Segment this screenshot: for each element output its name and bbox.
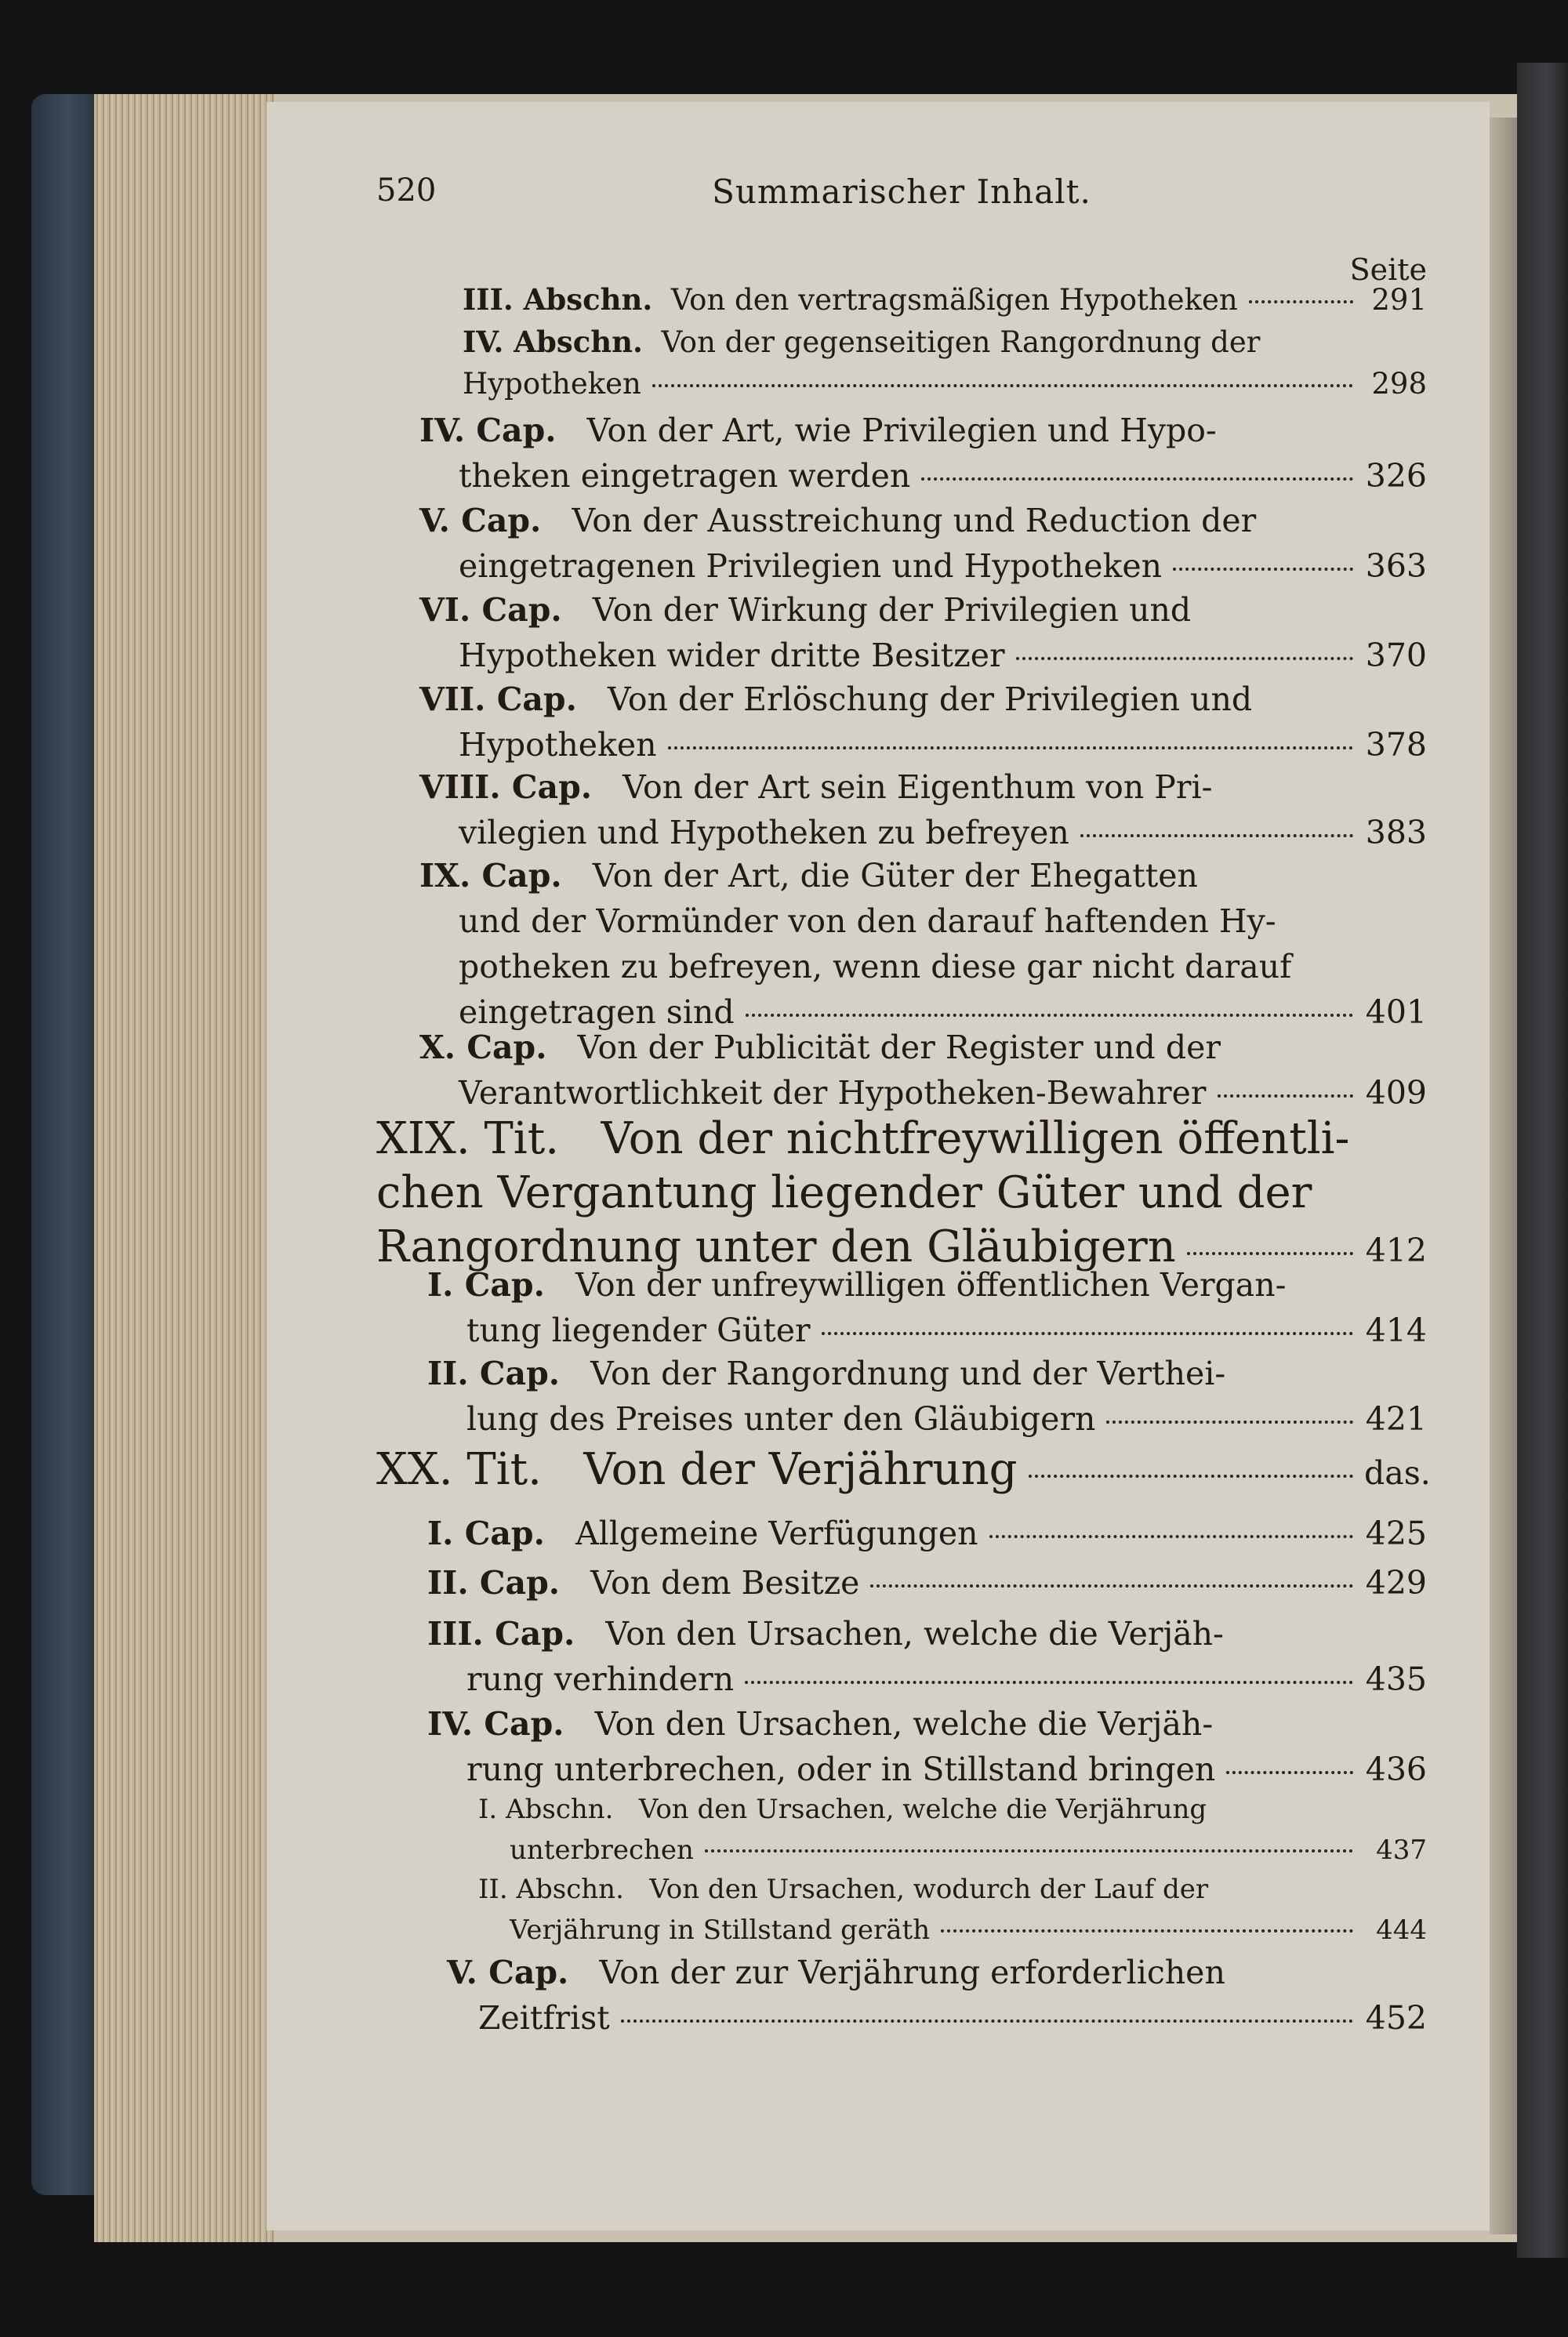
toc-line: Von den Ursachen, welche die Verjäh-: [594, 1705, 1214, 1743]
toc-entry: [376, 680, 1427, 764]
toc-page: 414: [1365, 1312, 1427, 1349]
toc-line: und der Vormünder von den darauf haftenden Hy-: [459, 902, 1276, 940]
toc-page: 429: [1365, 1564, 1427, 1602]
toc-line: Von den vertragsmäßigen Hypotheken: [670, 283, 1238, 317]
toc-entry: [376, 325, 1427, 401]
toc-line: Von der Publicität der Register und der: [577, 1029, 1221, 1066]
toc-label: II. Cap.: [427, 1564, 561, 1602]
toc-page: 412: [1365, 1232, 1427, 1269]
toc-line: Verjährung in Stillstand geräth: [510, 1914, 931, 1946]
toc-label: IV. Abschn.: [463, 325, 643, 359]
toc-line: tung liegender Güter: [466, 1312, 811, 1349]
toc-page: 452: [1365, 1999, 1427, 2037]
toc-page: 378: [1365, 726, 1427, 764]
toc-page: 421: [1365, 1400, 1427, 1438]
page-column-label: Seite: [1349, 252, 1427, 287]
toc-label: V. Cap.: [447, 1954, 569, 1991]
toc-page: 425: [1365, 1515, 1427, 1552]
toc-line: Allgemeine Verfügungen: [575, 1515, 978, 1552]
toc-line: Von der Art, wie Privilegien und Hypo-: [586, 412, 1217, 449]
toc-page: 409: [1365, 1074, 1427, 1112]
toc-entry: [376, 502, 1427, 585]
toc-entry: [376, 1954, 1427, 2037]
toc-label: IV. Cap.: [419, 412, 557, 449]
toc-entry: [376, 412, 1427, 495]
toc-line: chen Vergantung liegender Güter und der: [376, 1167, 1312, 1218]
toc-entry: [376, 1564, 1427, 1602]
toc-line: eingetragenen Privilegien und Hypotheken: [459, 547, 1163, 585]
toc-label: XX. Tit.: [376, 1444, 542, 1495]
toc-page: 291: [1371, 283, 1427, 317]
toc-label: I. Abschn.: [478, 1794, 614, 1825]
toc-line: lung des Preises unter den Gläubigern: [466, 1400, 1096, 1438]
toc-line: Von der gegenseitigen Rangordnung der: [661, 325, 1261, 359]
toc-page: 435: [1365, 1660, 1427, 1698]
toc-line: Hypotheken wider dritte Besitzer: [459, 637, 1005, 674]
toc-entry: [376, 857, 1427, 1031]
toc-entry: [376, 1615, 1427, 1698]
page-edges: [94, 94, 274, 2242]
toc-label: X. Cap.: [419, 1029, 547, 1066]
toc-line: Von der Rangordnung und der Verthei-: [590, 1355, 1226, 1392]
toc-entry: [376, 1029, 1427, 1112]
toc-page: 436: [1365, 1751, 1427, 1788]
toc-entry: [376, 1113, 1427, 1272]
toc-label: III. Abschn.: [463, 282, 653, 317]
toc-line: Von den Ursachen, wodurch der Lauf der: [649, 1874, 1209, 1905]
toc-line: unterbrechen: [510, 1834, 694, 1866]
toc-line: Hypotheken: [463, 367, 641, 401]
toc-line: vilegien und Hypotheken zu befreyen: [459, 814, 1069, 851]
toc-label: I. Cap.: [427, 1515, 545, 1552]
page-number: 520: [376, 172, 437, 209]
toc-entry: [376, 1874, 1427, 1946]
toc-page: 363: [1365, 547, 1427, 585]
toc-label: II. Abschn.: [478, 1874, 624, 1905]
toc-entry: [376, 1794, 1427, 1866]
toc-line: Von der Wirkung der Privilegien und: [592, 591, 1192, 629]
toc-page: 444: [1376, 1914, 1427, 1946]
toc-line: Zeitfrist: [478, 1999, 610, 2037]
running-title: Summarischer Inhalt.: [712, 172, 1091, 211]
toc-page: 383: [1365, 814, 1427, 851]
toc-page: 298: [1371, 367, 1427, 401]
toc-entry: [376, 1705, 1427, 1788]
toc-entry: [376, 1266, 1427, 1349]
toc-label: VI. Cap.: [419, 591, 562, 629]
toc-line: potheken zu befreyen, wenn diese gar nicht darauf: [459, 948, 1292, 985]
page-header: [376, 165, 1427, 235]
toc-line: Von dem Besitze: [590, 1564, 860, 1602]
toc-page: 437: [1376, 1834, 1427, 1866]
toc-label: I. Cap.: [427, 1266, 545, 1304]
toc-entry: [376, 1444, 1431, 1495]
toc-line: Von den Ursachen, welche die Verjäh-: [605, 1615, 1224, 1653]
toc-line: Von der zur Verjährung erforderlichen: [599, 1954, 1225, 1991]
toc-label: IX. Cap.: [419, 857, 562, 895]
toc-line: Von der unfreywilligen öffentlichen Vergan-: [575, 1266, 1287, 1304]
toc-line: Verantwortlichkeit der Hypotheken-Bewahrer: [459, 1074, 1207, 1112]
toc-page: das.: [1364, 1454, 1431, 1492]
toc-page: 326: [1365, 457, 1427, 495]
toc-line: Von der Erlöschung der Privilegien und: [607, 680, 1253, 718]
toc-line: Von der nichtfreywilligen öffentli-: [601, 1113, 1350, 1164]
page-text: [376, 165, 1431, 2037]
toc-line: Von der Art sein Eigenthum von Pri-: [622, 768, 1213, 806]
toc-page: 401: [1365, 993, 1427, 1031]
toc-line: eingetragen sind: [459, 993, 735, 1031]
toc-entry: [376, 282, 1427, 317]
toc-line: Von den Ursachen, welche die Verjährung: [638, 1794, 1207, 1825]
toc-label: IV. Cap.: [427, 1705, 564, 1743]
toc-page: 370: [1365, 637, 1427, 674]
toc-line: Von der Art, die Güter der Ehegatten: [592, 857, 1198, 895]
toc-entry: [376, 768, 1427, 851]
toc-entry: [376, 1515, 1427, 1552]
toc-line: Rangordnung unter den Gläubigern: [376, 1221, 1176, 1272]
toc-label: V. Cap.: [419, 502, 542, 539]
toc-label: III. Cap.: [427, 1615, 575, 1653]
toc-label: XIX. Tit.: [376, 1113, 560, 1164]
toc-line: theken eingetragen werden: [459, 457, 911, 495]
book-cover-right: [1517, 63, 1568, 2258]
toc-line: Hypotheken: [459, 726, 657, 764]
toc-line: Von der Verjährung: [583, 1444, 1018, 1495]
toc-line: Von der Ausstreichung und Reduction der: [572, 502, 1257, 539]
toc-label: VII. Cap.: [419, 680, 577, 718]
toc-line: rung verhindern: [466, 1660, 735, 1698]
toc-line: rung unterbrechen, oder in Stillstand bringen: [466, 1751, 1216, 1788]
facing-page-edge: [1490, 118, 1519, 2234]
toc-entry: [376, 591, 1427, 674]
toc-label: II. Cap.: [427, 1355, 561, 1392]
toc-entry: [376, 1355, 1427, 1438]
toc-label: VIII. Cap.: [419, 768, 593, 806]
